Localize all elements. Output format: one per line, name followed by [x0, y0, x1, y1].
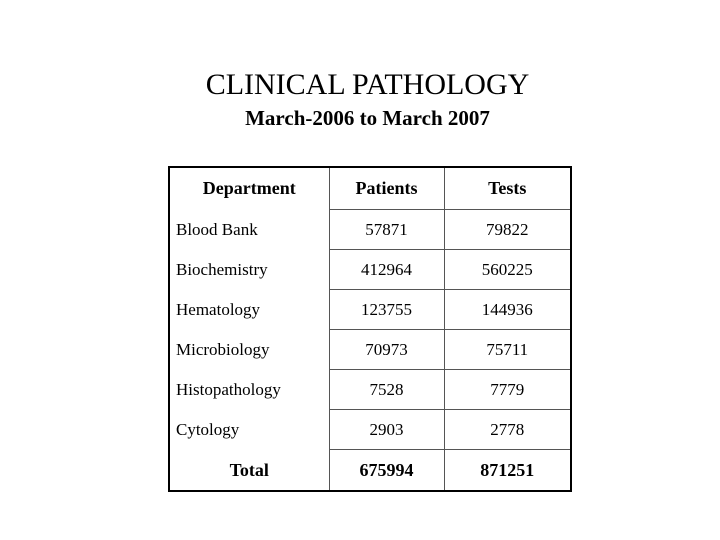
tests-cell: 2778	[444, 410, 571, 450]
patients-cell: 412964	[329, 250, 444, 290]
department-cell: Hematology	[169, 290, 329, 330]
department-cell: Cytology	[169, 410, 329, 450]
department-cell: Blood Bank	[169, 210, 329, 250]
total-label: Total	[169, 450, 329, 492]
page-title: CLINICAL PATHOLOGY	[205, 68, 530, 101]
column-header-tests: Tests	[444, 167, 571, 210]
total-row	[169, 450, 571, 492]
department-cell: Biochemistry	[169, 250, 329, 290]
table-header-row	[169, 167, 571, 210]
total-tests: 871251	[444, 450, 571, 492]
column-header-patients: Patients	[329, 167, 444, 210]
tests-cell: 7779	[444, 370, 571, 410]
table-row	[169, 330, 571, 370]
department-cell: Histopathology	[169, 370, 329, 410]
column-header-department: Department	[202, 178, 296, 198]
pathology-table	[168, 166, 572, 492]
table-row	[169, 290, 571, 330]
tests-cell: 79822	[444, 210, 571, 250]
tests-cell: 560225	[444, 250, 571, 290]
patients-cell: 57871	[329, 210, 444, 250]
patients-cell: 123755	[329, 290, 444, 330]
patients-cell: 7528	[329, 370, 444, 410]
table-row	[169, 410, 571, 450]
total-patients: 675994	[329, 450, 444, 492]
patients-cell: 70973	[329, 330, 444, 370]
page-subtitle: March-2006 to March 2007	[245, 106, 490, 130]
table-row	[169, 250, 571, 290]
table-row	[169, 370, 571, 410]
department-cell: Microbiology	[169, 330, 329, 370]
patients-cell: 2903	[329, 410, 444, 450]
tests-cell: 75711	[444, 330, 571, 370]
table-row	[169, 210, 571, 250]
tests-cell: 144936	[444, 290, 571, 330]
